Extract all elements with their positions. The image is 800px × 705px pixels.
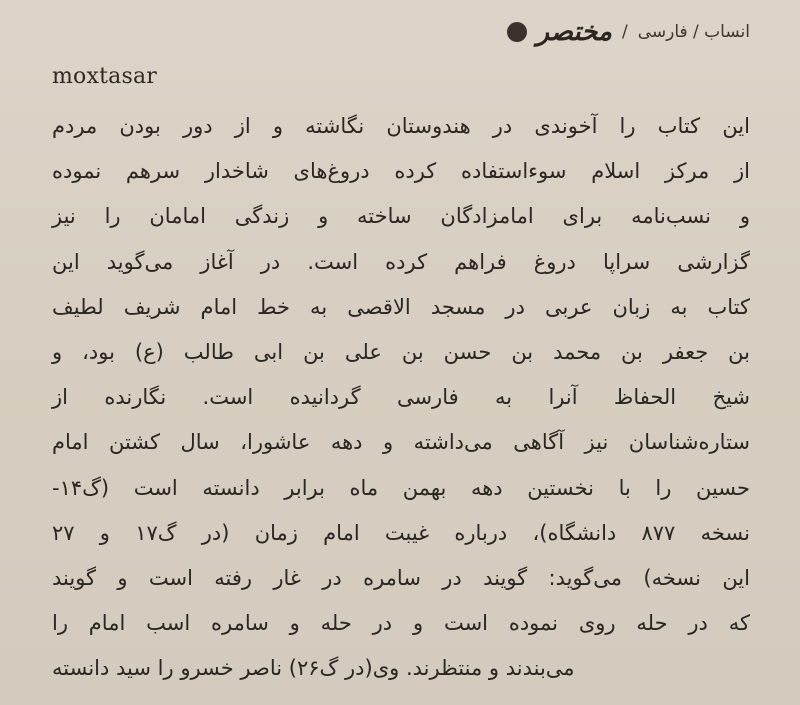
entry-separator: /	[621, 22, 628, 42]
body-line: که در حله روی نموده است و در حله و سامره اسب امام را	[52, 611, 750, 636]
body-line: گزارشی سراپا دروغ فراهم کرده است. در آغاز می‌گوید این	[52, 249, 750, 274]
bullet-icon	[507, 22, 527, 42]
body-line: کتاب به زبان عربی در مسجد الاقصی به خط امام شریف لطیف	[52, 294, 750, 319]
entry-transliteration: moxtasar	[52, 64, 157, 89]
body-line: بن جعفر بن محمد بن حسن بن علی بن ابی طالب (ع) بود، و	[52, 339, 750, 364]
body-line: ستاره‌شناسان نیز آگاهی می‌داشته و دهه عاشورا، سال کشتن امام	[52, 430, 750, 455]
body-line: این کتاب را آخوندی در هندوستان نگاشته و از دور بودن مردم	[52, 114, 750, 138]
body-line: می‌بندند و منتظرند. وی(در گ۲۶) ناصر خسرو را سید دانسته	[52, 656, 575, 681]
body-line: شیخ الحفاظ آنرا به فارسی گردانیده است. نگارنده از	[52, 385, 750, 410]
body-line: و نسب‌نامه برای امامزادگان ساخته و زندگی امامان را نیز	[52, 204, 750, 229]
entry-body	[52, 104, 750, 691]
body-line: نسخه ۸۷۷ دانشگاه)، درباره غیبت امام زمان (در گ۱۷ و ۲۷	[52, 520, 750, 545]
body-line: این نسخه) می‌گوید: گویند در سامره در غار رفته است و گویند	[52, 565, 750, 590]
entry-header	[507, 14, 750, 50]
body-line: حسین را با نخستین دهه بهمن ماه برابر دانسته است (گ۱۴-	[52, 475, 750, 500]
entry-category: انساب / فارسی	[637, 22, 750, 42]
entry-headword: مختصر	[536, 17, 612, 47]
body-line: از مرکز اسلام سوءاستفاده کرده دروغ‌های شاخدار سرهم نموده	[52, 159, 750, 184]
